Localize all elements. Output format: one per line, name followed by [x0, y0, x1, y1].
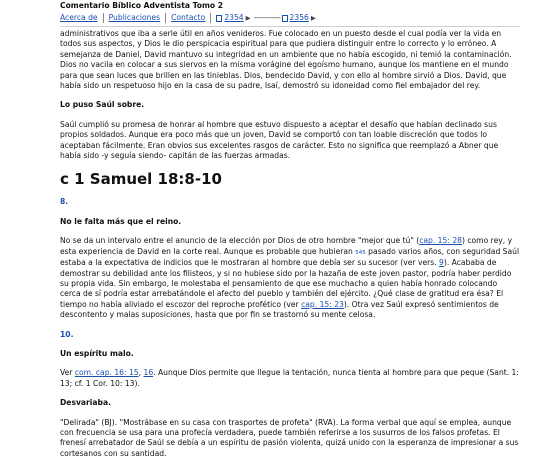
text-span: ). Otra vez Saúl expresó sentimientos de descontento y malas suposiciones, hasta que por fin se trastornó su mente celosa. — [60, 299, 499, 320]
nav-publicaciones-link[interactable]: Publicaciones — [108, 13, 161, 22]
subheading: Un espíritu malo. — [60, 348, 134, 358]
nav-acerca-link[interactable]: Acerca de — [60, 13, 98, 22]
reference-link[interactable]: 9 — [439, 258, 444, 268]
paragraph: administrativos que iba a serle útil en años venideros. Fue colocado en un puesto desde el cual podía ver la vida en todos sus aspectos, y Dios le dio perspicacia espiritual para que pudiera distinguir entre lo correcto y lo erróneo. A semejanza de Daniel, David mantuvo su integridad en un ambiente que no había escogido, ni temió la contaminación. Dios no vacila en colocar a sus siervos en la misma vorágine del egoísmo humano, aunque los mantiene en el mundo para que sean luces que brillen en las tinieblas. Dios, bendecido David, y con ello al hombre sirvió a Dios. David, que había sido un respetuoso hijo en la casa de su padre, Isaí, demostró su idoneidad como fiel embajador del rey. — [60, 29, 512, 91]
reference-link[interactable]: cap. 15: 28 — [419, 236, 462, 246]
nav-divider — [103, 13, 104, 23]
top-nav — [60, 13, 318, 23]
main-content — [60, 29, 520, 468]
reference-link[interactable]: com. cap. 16: 15 — [74, 368, 139, 378]
prev-page-ref — [216, 13, 252, 23]
page-icon — [216, 15, 222, 22]
text-span: . Aunque Dios permite que llegue la tentación, nunca tienta al hombre para que peque (Sant. 1: 13; cf. 1 Cor. 10: 13). — [60, 368, 519, 388]
prev-page-link[interactable]: 2354 — [224, 13, 244, 22]
subheading: Lo puso Saúl sobre. — [60, 100, 145, 110]
paragraph — [60, 368, 520, 389]
page-number-marker: 545 — [355, 249, 366, 256]
nav-contacto-link[interactable]: Contacto — [171, 13, 206, 22]
paragraph — [60, 236, 520, 320]
arrow-right-icon: ▶ — [245, 14, 251, 22]
text-span: Ver — [60, 368, 75, 378]
next-page-ref — [282, 13, 318, 23]
page-icon — [282, 15, 288, 22]
verse-number: 10. — [60, 329, 74, 339]
text-span: ). Acababa de demostrar su debilidad ante los filisteos, y si no hubiese sido por la hazaña de este joven pastor, podría haber perdido su propia vida. Sin embargo, le molestaba el pensamiento de que ese muchacho a quien había honrado colocando cerca de sí podría estar arrebatándole el afecto del pueblo y también del ejército. ¿Qué clase de gratitud era ésa? El tiempo no había aliviado el escozor del reproche profético (ver — [60, 258, 512, 309]
reference-link[interactable]: cap. 15: 23 — [301, 299, 344, 309]
nav-divider — [210, 13, 211, 23]
top-bar — [0, 0, 540, 28]
verse-number: 8. — [60, 197, 69, 207]
nav-divider — [165, 13, 166, 23]
text-span: pasado varios años, con seguridad Saúl estaba a la expectativa de indicios que le mostraran al hombre que debía ser su sucesor (ver vers. — [60, 246, 520, 268]
subheading: Desvariaba. — [60, 398, 111, 408]
paragraph: "Delirada" (BJ). "Mostrábase en su casa con trasportes de profeta" (RVA). La forma verbal que aquí se emplea, aunque con frecuencia se usa para una profecía verdadera, puede también referirse a los susurros de los falsos profetas. El frenesí arrebatador de Saúl se debía a un espíritu de pasión violenta, quizá unido con la esperanza de impresionar a sus cortesanos con su santidad. — [60, 417, 519, 458]
paragraph: Saúl cumplió su promesa de honrar al hombre que estuvo dispuesto a aceptar el desafío que habían declinado sus propios soldados. Aunque era poco más que un joven, David se comportó con tan loable discreción que todos lo aceptaban fácilmente. Eran obvios sus excelentes rasgos de carácter. Esto no significa que reemplazó a Abner que había sido -y seguía siendo- capitán de las fuerzas armadas. — [60, 119, 499, 161]
text-span: , — [138, 368, 144, 378]
arrow-right-icon: ▶ — [310, 14, 316, 22]
section-heading: c 1 Samuel 18:8-10 — [60, 170, 222, 189]
page-separator-dashes: ------------ — [253, 13, 281, 22]
next-page-link[interactable]: 2356 — [289, 13, 309, 22]
subheading: No le falta más que el reino. — [60, 216, 182, 226]
reference-link[interactable]: 16 — [143, 368, 154, 378]
header-divider — [60, 26, 520, 27]
book-title: Comentario Bíblico Adventista Tomo 2 — [60, 1, 224, 10]
text-span: ) como rey, y esta experiencia de David en la corte real. Aunque es probable que hubieran — [60, 236, 513, 256]
text-span: No se da un intervalo entre el anuncio de la elección por Dios de otro hombre "mejor que tú" ( — [60, 236, 420, 246]
